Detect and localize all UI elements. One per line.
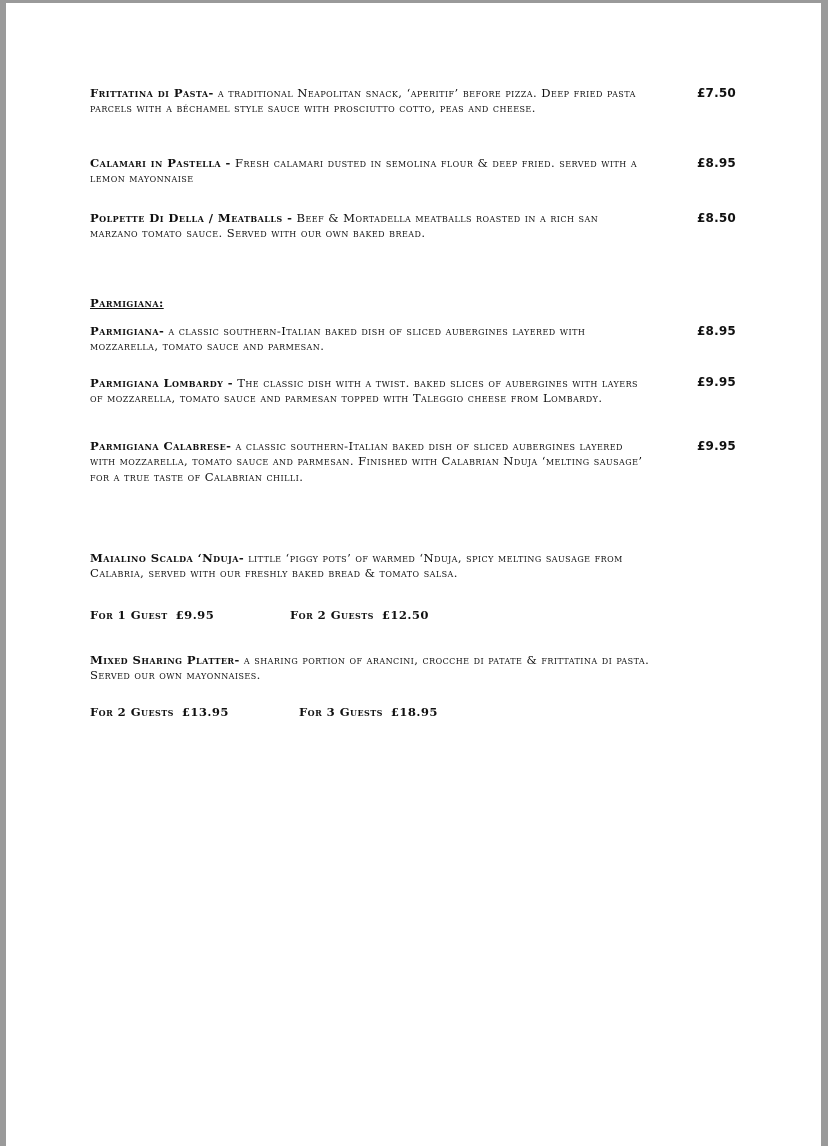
menu-item-parmigiana [90,324,650,355]
menu-item-frittatina [90,86,650,117]
menu-item-name: Calamari in Pastella - [90,156,231,170]
guest-option-label: For 2 Guests [90,705,174,719]
guest-option [290,608,429,622]
menu-item-description: Fresh calamari dusted in semolina flour & deep fried. served with a lemon mayonnaise [90,156,638,186]
menu-item-text [90,211,650,242]
menu-item-mixed-sharing-platter [90,653,650,684]
guest-option-price: £13.95 [181,705,229,719]
guest-option-label: For 2 Guests [290,608,374,622]
menu-item-text [90,376,650,407]
menu-item-name: Maialino Scalda ‘Nduja- [90,551,245,565]
guest-option [90,608,214,622]
menu-item-parmigiana-lombardy [90,376,650,407]
menu-page [6,3,821,1146]
menu-item-text [90,653,650,684]
menu-item-text [90,551,650,582]
guest-option [299,705,438,719]
guest-option [90,705,229,719]
menu-item-description: a classic southern-Italian baked dish of sliced aubergines layered with mozzarella, tomato sauce and parmesan. [90,324,586,354]
menu-item-price: £8.95 [697,156,736,170]
menu-item-text [90,439,650,485]
menu-item-description: The classic dish with a twist. baked slices of aubergines with layers of mozzarella, tomato sauce and parmesan topped with Taleggio cheese from Lombardy. [90,376,638,406]
menu-item-price: £8.50 [697,211,736,225]
guest-option-price: £18.95 [390,705,438,719]
guest-option-label: For 3 Guests [299,705,383,719]
menu-item-description: a sharing portion of arancini, crocche di patate & frittatina di pasta. Served our own mayonnaises. [90,653,650,683]
menu-item-price: £7.50 [697,86,736,100]
menu-item-calamari [90,156,650,187]
section-heading-parmigiana: Parmigiana: [90,296,164,310]
menu-item-description: Beef & Mortadella meatballs roasted in a rich san marzano tomato sauce. Served with our own baked bread. [90,211,599,241]
menu-item-name: Parmigiana Calabrese- [90,439,232,453]
menu-item-parmigiana-calabrese [90,439,650,485]
menu-item-name: Mixed Sharing Platter- [90,653,240,667]
menu-item-polpette [90,211,650,242]
menu-item-name: Parmigiana Lombardy - [90,376,234,390]
menu-item-description: a traditional Neapolitan snack, ‘aperitif’ before pizza. Deep fried pasta parcels with a béchamel style sauce with prosciutto cotto, peas and cheese. [90,86,636,116]
menu-item-text [90,86,650,117]
menu-item-text [90,156,650,187]
menu-item-description: a classic southern-Italian baked dish of sliced aubergines layered with mozzarella, tomato sauce and parmesan. Finished with Calabrian Nduja ‘melting sausage’ for a true taste of Calabrian chilli. [90,439,643,484]
menu-item-name: Parmigiana- [90,324,165,338]
guest-option-label: For 1 Guest [90,608,168,622]
menu-item-price: £8.95 [697,324,736,338]
menu-item-maialino [90,551,650,582]
guest-option-price: £12.50 [381,608,429,622]
menu-item-text [90,324,650,355]
menu-item-description: little ‘piggy pots’ of warmed ‘Nduja, spicy melting sausage from Calabria, served with our freshly baked bread & tomato salsa. [90,551,623,581]
menu-item-price: £9.95 [697,439,736,453]
menu-item-price: £9.95 [697,375,736,389]
menu-item-name: Frittatina di Pasta- [90,86,214,100]
guest-option-price: £9.95 [175,608,215,622]
menu-item-name: Polpette Di Della / Meatballs - [90,211,293,225]
